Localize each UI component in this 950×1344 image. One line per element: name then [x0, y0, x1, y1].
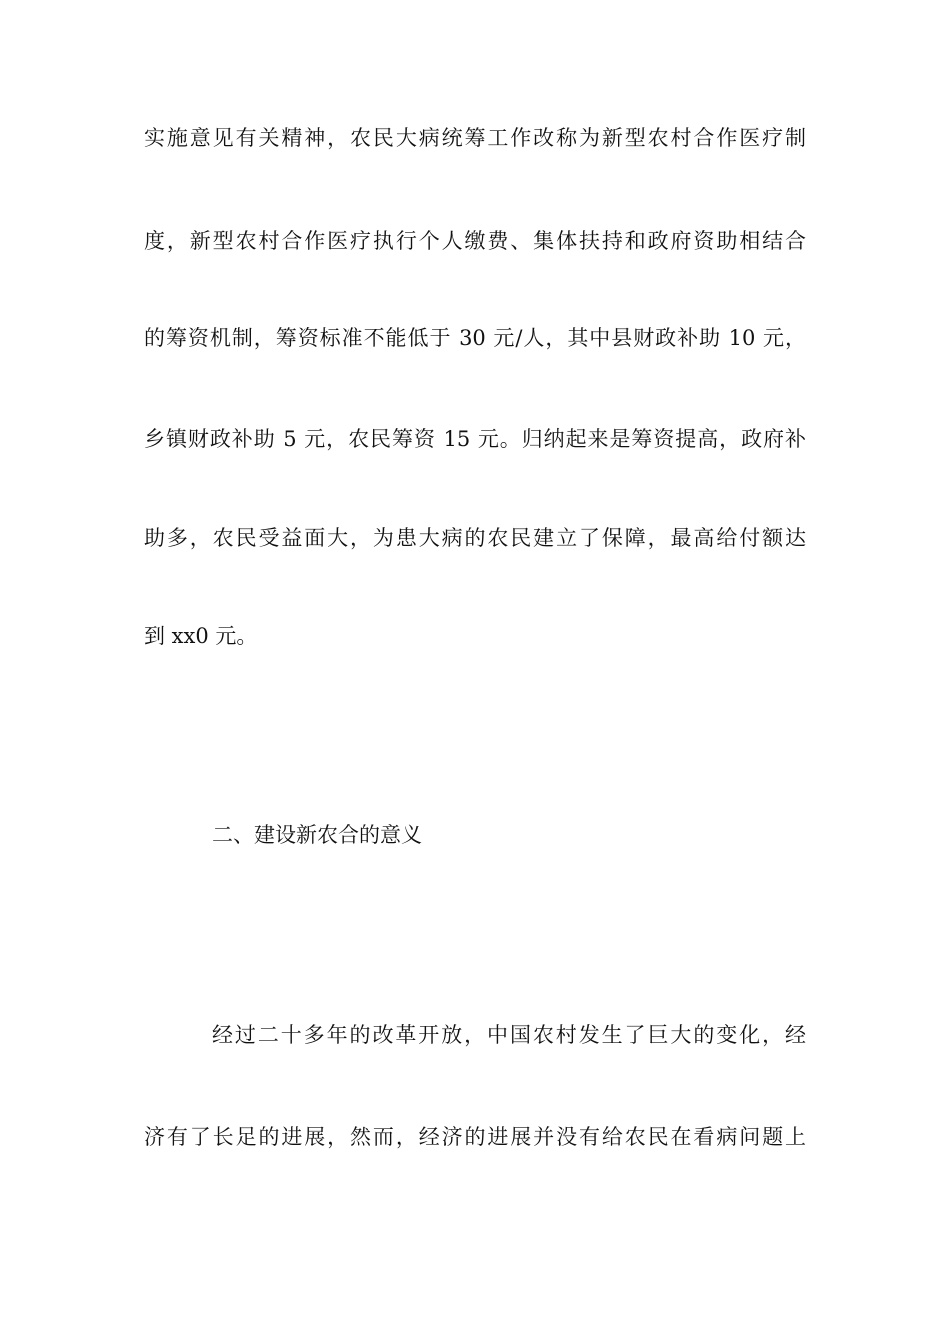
- paragraph-line: 实施意见有关精神，农民大病统筹工作改称为新型农村合作医疗制: [144, 126, 806, 150]
- section-heading: 二、建设新农合的意义: [212, 823, 422, 847]
- paragraph-line: 的筹资机制，筹资标准不能低于 30 元/人，其中县财政补助 10 元，: [144, 326, 806, 350]
- paragraph-line: 乡镇财政补助 5 元，农民筹资 15 元。归纳起来是筹资提高，政府补: [144, 427, 806, 451]
- paragraph-line: 经过二十多年的改革开放，中国农村发生了巨大的变化，经: [212, 1023, 806, 1047]
- paragraph-line: 助多，农民受益面大，为患大病的农民建立了保障，最高给付额达: [144, 526, 806, 550]
- paragraph-line: 度，新型农村合作医疗执行个人缴费、集体扶持和政府资助相结合: [144, 229, 806, 253]
- paragraph-line: 济有了长足的进展，然而，经济的进展并没有给农民在看病问题上: [144, 1125, 806, 1149]
- paragraph-line: 到 xx0 元。: [144, 624, 258, 648]
